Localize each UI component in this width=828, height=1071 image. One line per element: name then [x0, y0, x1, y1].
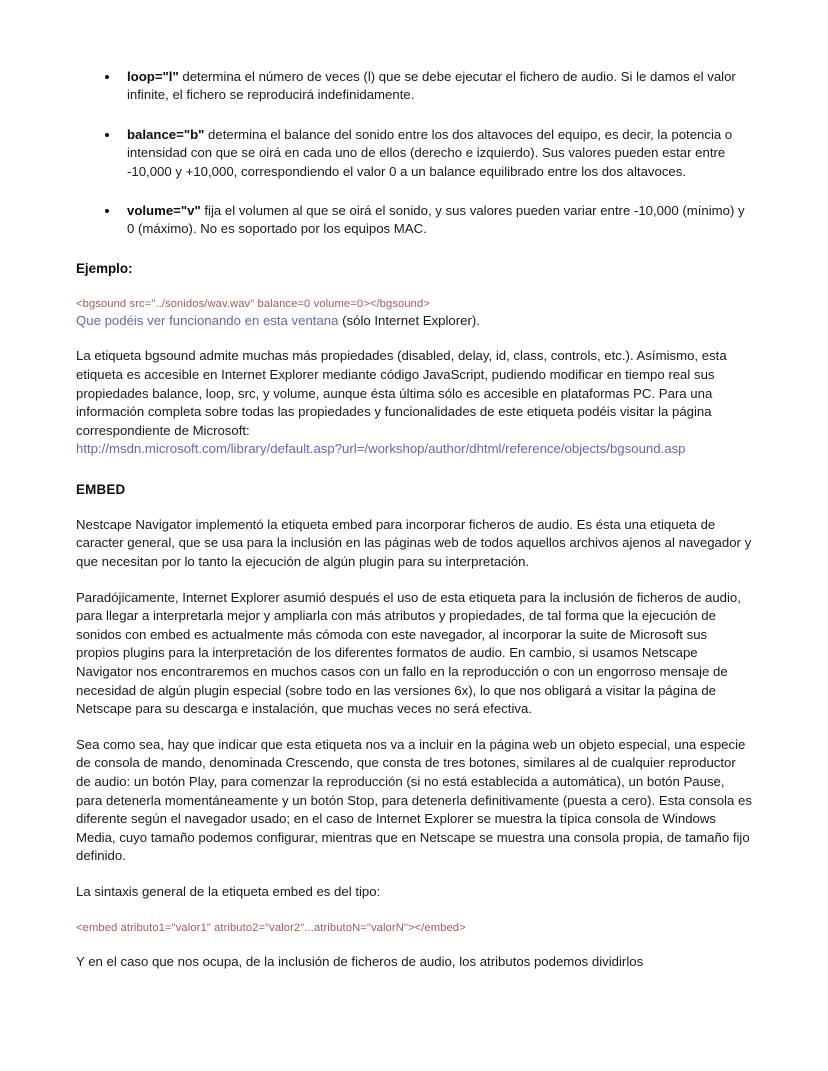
paragraph-paradojicamente: Paradójicamente, Internet Explorer asumió después el uso de esta etiqueta para la inclusión de ficheros de audio, para llegar a interpretarla mejor y ampliarla con más atributos y propiedades, de tal forma que la ejecución de sonidos con embed es actualmente más cómoda con este navegador, al incorporar la suite de Microsoft sus propios plugins para la interpretación de los diferentes formatos de audio. En cambio, si usamos Netscape Navigator nos encontraremos en muchos casos con un fallo en la reproducción o con un engorroso mensaje de necesidad de algún plugin especial (sobre todo en las versiones 6x), lo que nos obligará a visitar la página de Netscape para su descarga e instalación, que muchas veces no será efectiva.	[76, 589, 741, 717]
attribute-name-loop: loop="l"	[127, 69, 179, 84]
attribute-name-balance: balance="b"	[127, 126, 205, 142]
link-line-ventana	[76, 312, 752, 331]
list-item	[76, 202, 752, 239]
attribute-description-loop: determina el número de veces (l) que se debe ejecutar el fichero de audio. Si le damos el valor infinite, el fichero se reproducirá indefinidamente.	[127, 69, 736, 103]
heading-embed: EMBED	[76, 481, 126, 497]
attribute-bullet-list	[76, 68, 752, 239]
attribute-description-volume: fija el volumen al que se oirá el sonido, y sus valores pueden variar entre -10,000 (mínimo) y 0 (máximo). No es soportado por los equipos MAC.	[127, 203, 745, 237]
attribute-name-volume: volume="v"	[127, 203, 201, 219]
document-content	[76, 68, 752, 971]
attribute-description-balance: determina el balance del sonido entre los dos altavoces del equipo, es decir, la potencia o intensidad con que se oirá en cada uno de ellos (derecho e izquierdo). Sus valores pueden estar entre -10,000 y +10,000, correspondiendo el valor 0 a un balance equilibrado entre los dos altavoces.	[127, 126, 733, 179]
paragraph-final: Y en el caso que nos ocupa, de la inclusión de ficheros de audio, los atributos podemos dividirlos	[76, 953, 644, 969]
link-ver-funcionando[interactable]: Que podéis ver funcionando en esta ventana	[76, 312, 339, 328]
code-snippet-bgsound: <bgsound src="../sonidos/wav.wav" balance=0 volume=0></bgsound>	[76, 297, 430, 310]
link-ventana-tail: (sólo Internet Explorer).	[338, 312, 480, 328]
paragraph-sintaxis: La sintaxis general de la etiqueta embed es del tipo:	[76, 883, 381, 899]
list-item	[76, 126, 752, 181]
list-item	[76, 68, 752, 105]
paragraph-bgsound-propiedades: La etiqueta bgsound admite muchas más propiedades (disabled, delay, id, class, controls, etc.). Asímismo, esta etiqueta es accesible en Internet Explorer mediante código JavaScript, pudiendo modificar en tiempo real sus propiedades balance, loop, src, y volume, aunque ésta última sólo es accesible en plataformas PC. Para una información completa sobre todas las propiedades y funcionalidades de este etiqueta podéis visitar la página correspondiente de Microsoft:	[76, 348, 727, 438]
paragraph-netscape-embed: Nestcape Navigator implementó la etiqueta embed para incorporar ficheros de audio. Es ésta una etiqueta de caracter general, que se usa para la inclusión en las páginas web de todos aquellos archivos ajenos al navegador y que necesitan por lo tanto la ejecución de algún plugin para su interpretación.	[76, 516, 752, 569]
paragraph-sea-como-sea: Sea como sea, hay que indicar que esta etiqueta nos va a incluir en la página web un objeto especial, una especie de consola de mando, denominada Crescendo, que consta de tres botones, similares al de cualquier reproductor de audio: un botón Play, para comenzar la reproducción (si no está establecida a automática), un botón Pause, para detenerla momentáneamente y un botón Stop, para detenerla definitivamente (puesta a cero). Esta consola es diferente según el navegador usado; en el caso de Internet Explorer se muestra la típica consola de Windows Media, cuyo tamaño podemos configurar, mientras que en Netscape se muestra una consola propia, de tamaño fijo definido.	[76, 736, 752, 864]
heading-ejemplo: Ejemplo:	[76, 260, 133, 276]
code-snippet-embed: <embed atributo1="valor1" atributo2="valor2"...atributoN="valorN"></embed>	[76, 921, 466, 934]
link-msdn-url[interactable]: http://msdn.microsoft.com/library/default.asp?url=/workshop/author/dhtml/reference/objects/bgsound.asp	[76, 441, 686, 457]
